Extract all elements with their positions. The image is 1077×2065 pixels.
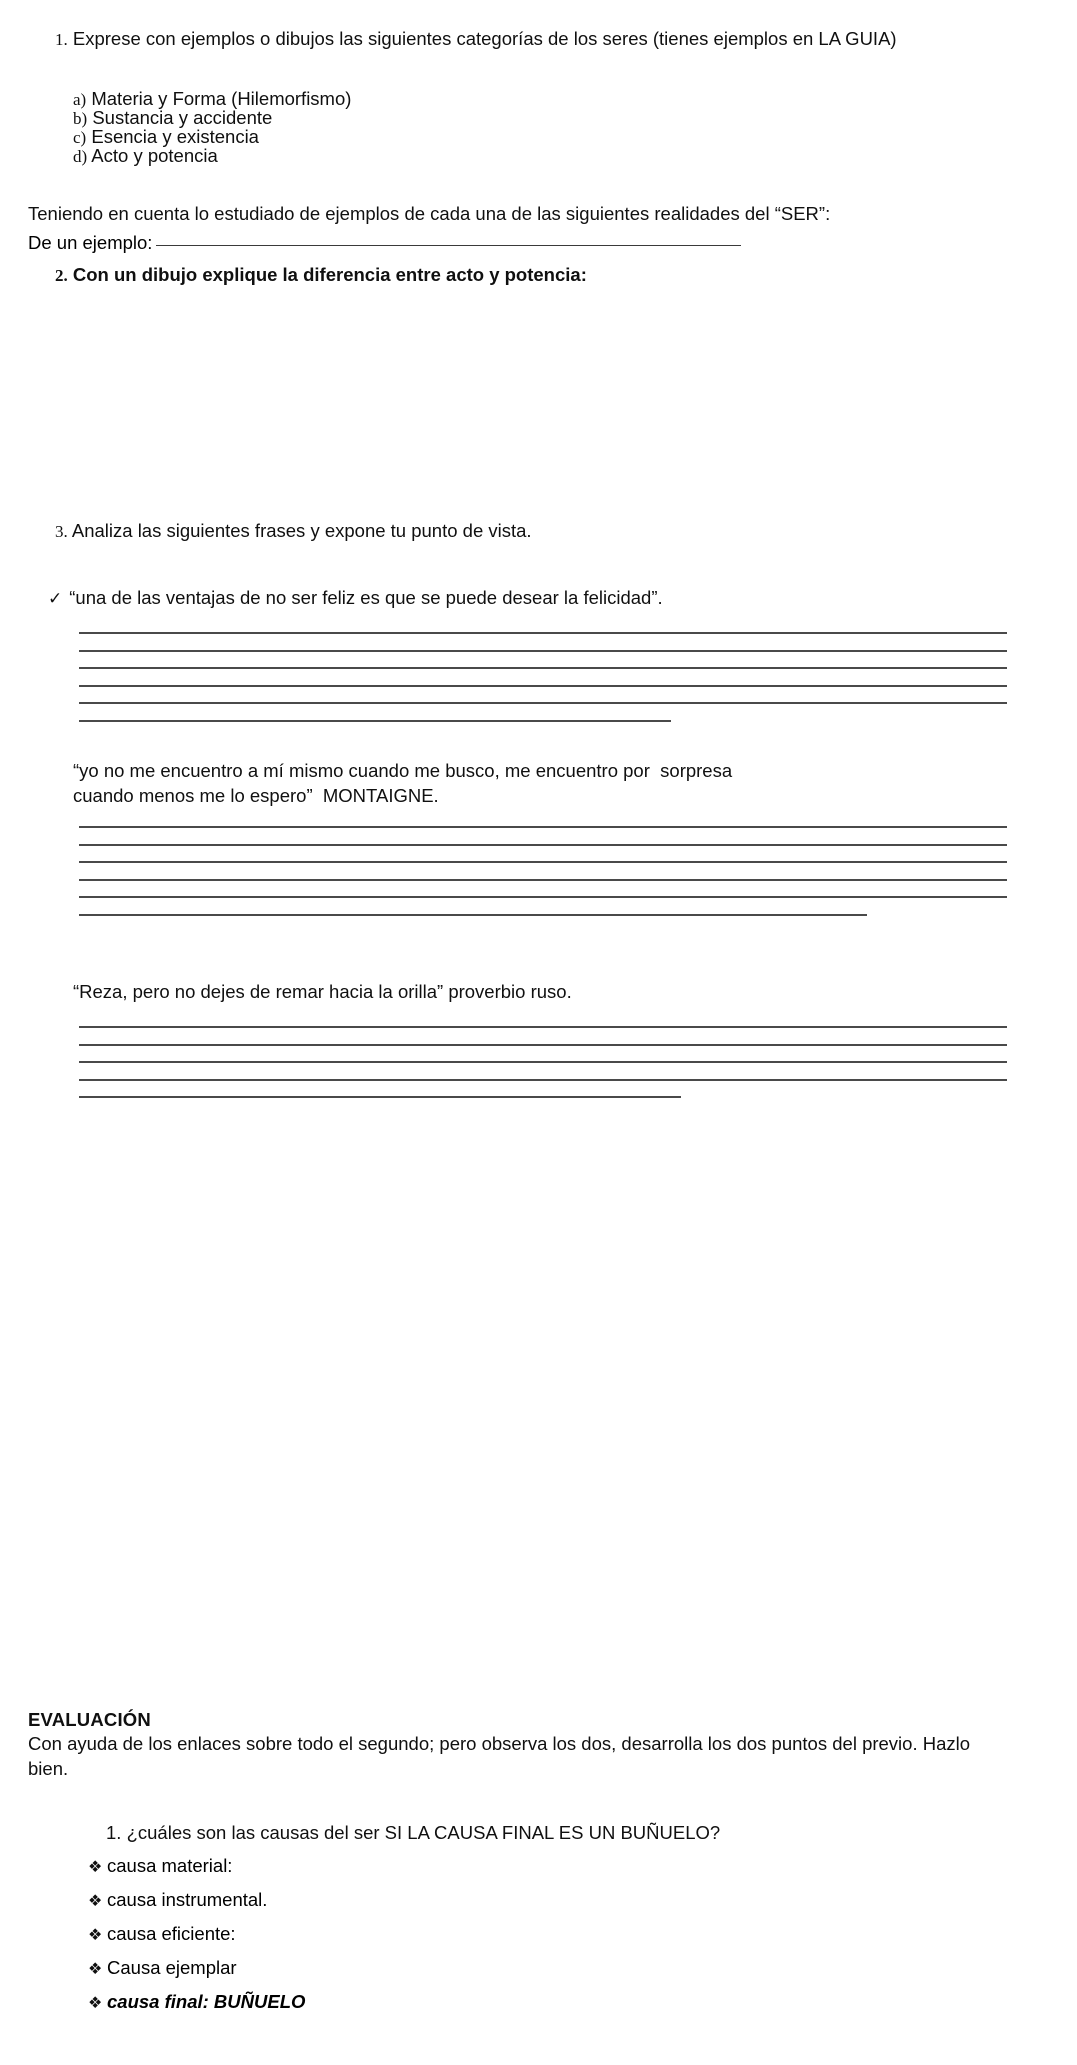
evaluation-title: EVALUACIÓN [28, 1709, 151, 1730]
answer-line[interactable] [79, 1044, 1007, 1046]
subitem-d-text: Acto y potencia [91, 145, 218, 166]
question-2-number: 2. [55, 266, 68, 285]
cause-ejemplar-label: Causa ejemplar [107, 1957, 237, 1978]
causes-list [88, 1855, 948, 2025]
fill-in-example-row [28, 232, 1008, 254]
answer-lines-group-3[interactable] [79, 1026, 1007, 1098]
cause-final-label: causa final: BUÑUELO [107, 1991, 306, 2012]
question-1 [55, 26, 1019, 52]
intro-paragraph: Teniendo en cuenta lo estudiado de ejemplos de cada una de las siguientes realidades del “SER”: [28, 203, 831, 224]
answer-lines-group-1[interactable] [79, 632, 1007, 722]
answer-line[interactable] [79, 720, 671, 722]
list-item [88, 1855, 948, 1889]
cause-eficiente-label: causa eficiente: [107, 1923, 236, 1944]
answer-line[interactable] [79, 632, 1007, 634]
list-item [88, 1991, 948, 2025]
answer-line[interactable] [79, 650, 1007, 652]
subitem-d-marker: d) [73, 147, 88, 166]
phrase-3: “Reza, pero no dejes de remar hacia la orilla” proverbio ruso. [73, 981, 572, 1002]
answer-line[interactable] [79, 667, 1007, 669]
answer-line[interactable] [79, 702, 1007, 704]
cause-material-label: causa material: [107, 1855, 233, 1876]
answer-line[interactable] [79, 914, 867, 916]
evaluation-question-1 [106, 1820, 1008, 1845]
phrase-1-text: “una de las ventajas de no ser feliz es que se puede desear la felicidad”. [69, 587, 663, 608]
list-item [88, 1889, 948, 1923]
answer-line[interactable] [79, 861, 1007, 863]
answer-lines-group-2[interactable] [79, 826, 1007, 916]
subitem-b-text: Sustancia y accidente [92, 107, 273, 128]
subitem-c-marker: c) [73, 128, 87, 147]
subitem-a-text: Materia y Forma (Hilemorfismo) [91, 88, 352, 109]
fill-in-blank-line[interactable] [156, 245, 741, 246]
question-1-subitem-d [73, 143, 773, 169]
diamond-bullet-icon: ❖ [88, 1891, 103, 1910]
answer-line[interactable] [79, 1096, 681, 1098]
question-1-number: 1. [55, 30, 68, 49]
answer-line[interactable] [79, 685, 1007, 687]
diamond-bullet-icon: ❖ [88, 1925, 103, 1944]
diamond-bullet-icon: ❖ [88, 1857, 103, 1876]
check-icon: ✓ [48, 589, 63, 609]
answer-line[interactable] [79, 826, 1007, 828]
question-3-text: Analiza las siguientes frases y expone tu punto de vista. [71, 520, 532, 541]
question-3-number: 3. [55, 522, 68, 541]
answer-line[interactable] [79, 1061, 1007, 1063]
answer-line[interactable] [79, 1026, 1007, 1028]
evaluation-body: Con ayuda de los enlaces sobre todo el segundo; pero observa los dos, desarrolla los dos puntos del previo. Hazlo bien. [28, 1733, 976, 1779]
list-item [88, 1957, 948, 1991]
subitem-a-marker: a) [73, 90, 87, 109]
evaluation-question-number: 1. [106, 1822, 122, 1843]
evaluation-question-text: ¿cuáles son las causas del ser SI LA CAUSA FINAL ES UN BUÑUELO? [126, 1822, 721, 1843]
phrase-2: “yo no me encuentro a mí mismo cuando me busco, me encuentro por sorpresa cuando menos me lo espero” MONTAIGNE. [73, 760, 738, 806]
subitem-b-marker: b) [73, 109, 88, 128]
answer-line[interactable] [79, 1079, 1007, 1081]
question-1-text: Exprese con ejemplos o dibujos las siguientes categorías de los seres (tienes ejemplos en LA GUIA) [72, 28, 897, 49]
question-3 [55, 518, 532, 544]
question-2 [55, 262, 587, 288]
answer-line[interactable] [79, 844, 1007, 846]
diamond-bullet-icon: ❖ [88, 1959, 103, 1978]
answer-line[interactable] [79, 879, 1007, 881]
fill-in-label: De un ejemplo: [28, 232, 153, 253]
list-item [88, 1923, 948, 1957]
phrase-1 [48, 585, 978, 612]
question-2-text: Con un dibujo explique la diferencia entre acto y potencia: [72, 264, 587, 285]
subitem-c-text: Esencia y existencia [91, 126, 259, 147]
cause-instrumental-label: causa instrumental. [107, 1889, 268, 1910]
diamond-bullet-icon: ❖ [88, 1993, 103, 2012]
answer-line[interactable] [79, 896, 1007, 898]
